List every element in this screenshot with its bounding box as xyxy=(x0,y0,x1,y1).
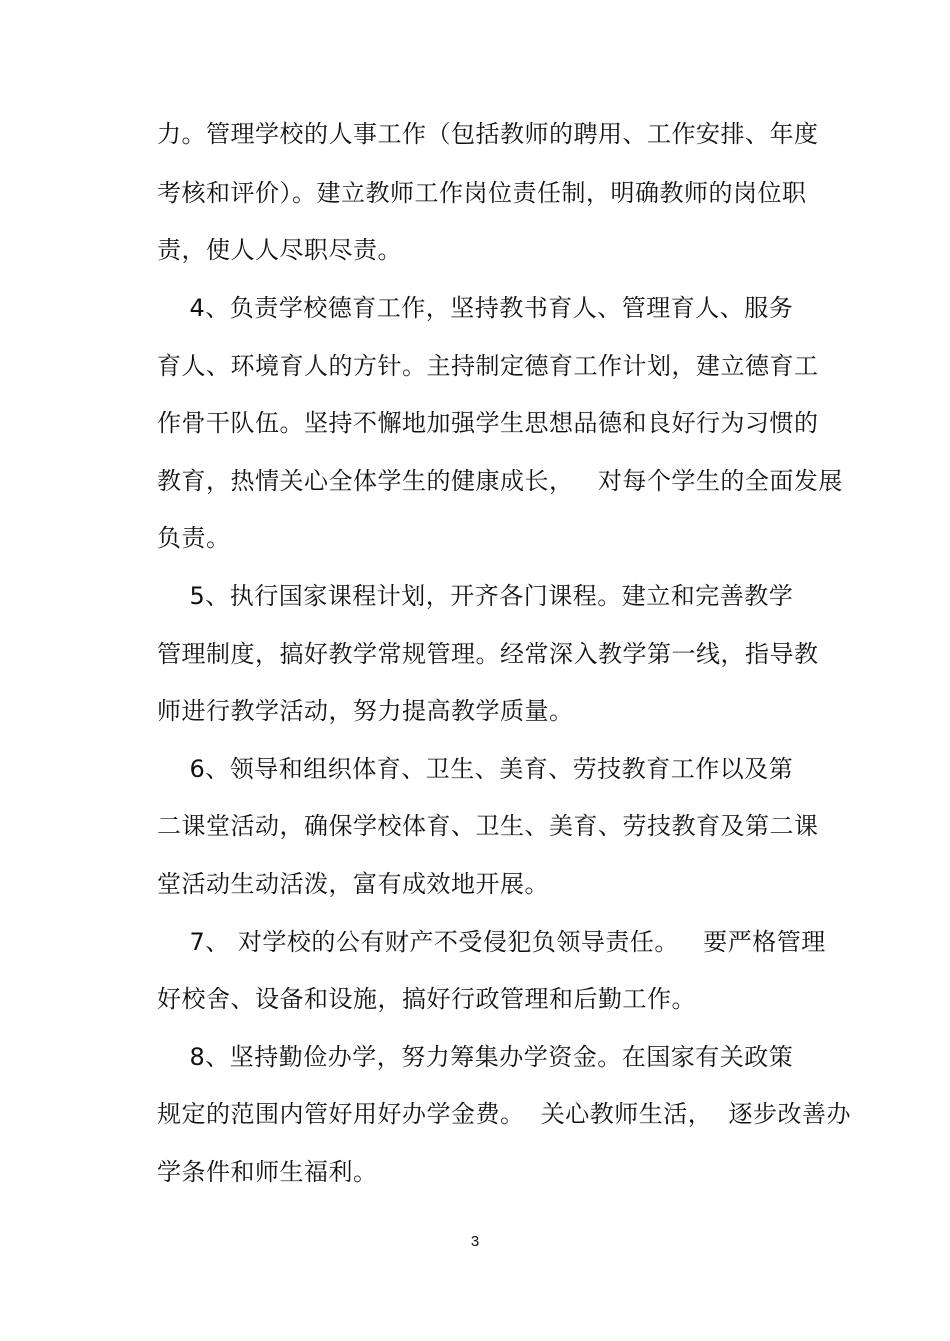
text-line: 堂活动生动活泼，富有成效地开展。 xyxy=(157,870,549,898)
text-line: 管理制度，搞好教学常规管理。经常深入教学第一线，指导教 xyxy=(157,640,819,668)
text-line: 7、 对学校的公有财产不受侵犯负领导责任。 要严格管理 xyxy=(157,928,826,956)
text-line: 4、负责学校德育工作，坚持教书育人、管理育人、服务 xyxy=(157,294,794,322)
text-line: 责，使人人尽职尽责。 xyxy=(157,236,402,264)
text-line: 5、执行国家课程计划，开齐各门课程。建立和完善教学 xyxy=(157,582,794,610)
text-line: 力。管理学校的人事工作（包括教师的聘用、工作安排、年度 xyxy=(157,120,819,148)
text-line: 作骨干队伍。坚持不懈地加强学生思想品德和良好行为习惯的 xyxy=(157,409,819,437)
text-line: 考核和评价）。建立教师工作岗位责任制，明确教师的岗位职 xyxy=(157,179,807,207)
text-line: 6、领导和组织体育、卫生、美育、劳技教育工作以及第 xyxy=(157,755,794,783)
text-line: 师进行教学活动，努力提高教学质量。 xyxy=(157,697,574,725)
text-line: 负责。 xyxy=(157,524,231,552)
text-line: 好校舍、设备和设施，搞好行政管理和后勤工作。 xyxy=(157,985,696,1013)
text-line: 育人、环境育人的方针。主持制定德育工作计划，建立德育工 xyxy=(157,352,819,380)
text-line: 规定的范围内管好用好办学金费。 关心教师生活， 逐步改善办 xyxy=(157,1100,852,1128)
text-line: 学条件和师生福利。 xyxy=(157,1158,378,1186)
text-line: 8、坚持勤俭办学，努力筹集办学资金。在国家有关政策 xyxy=(157,1043,794,1071)
page-number: 3 xyxy=(470,1233,480,1250)
text-line: 教育，热情关心全体学生的健康成长， 对每个学生的全面发展 xyxy=(157,467,843,495)
text-line: 二课堂活动，确保学校体育、卫生、美育、劳技教育及第二课 xyxy=(157,812,819,840)
